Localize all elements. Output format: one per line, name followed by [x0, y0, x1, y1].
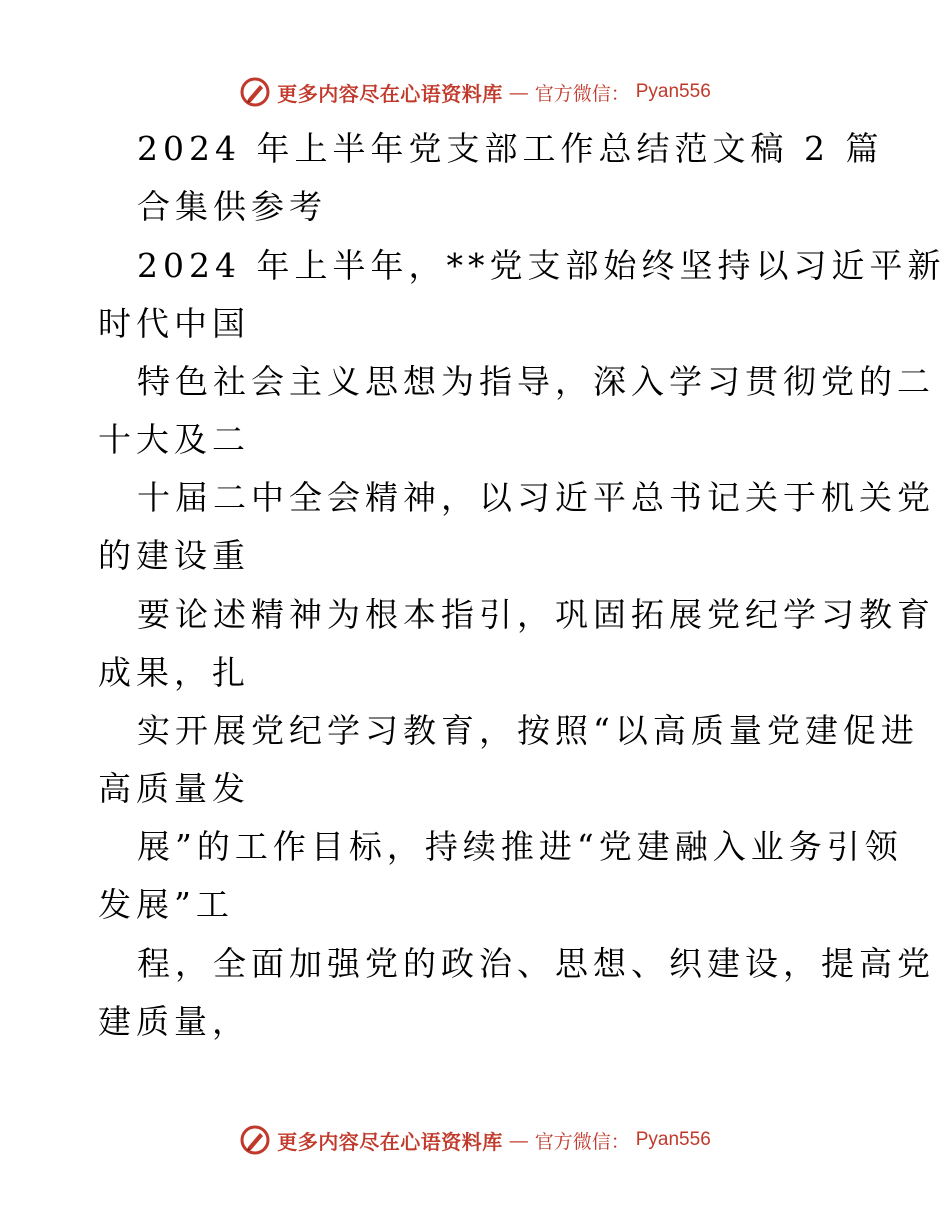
- text-line: 2024 年上半年，**党支部始终坚持以习近平新: [137, 246, 946, 285]
- header-watermark: [0, 72, 950, 112]
- watermark-dash: —: [508, 1128, 529, 1152]
- watermark-wechat-label: 官方微信：: [534, 1130, 630, 1153]
- pen-logo-icon: [239, 76, 271, 108]
- text-line: 十届二中全会精神，以习近平总书记关于机关党: [137, 478, 935, 517]
- text-line: 要论述精神为根本指引，巩固拓展党纪学习教育: [137, 595, 935, 634]
- pen-logo-icon: [239, 1124, 271, 1156]
- text-line: 2024 年上半年党支部工作总结范文稿 2 篇: [137, 129, 884, 168]
- text-line: 高质量发: [98, 769, 250, 808]
- watermark-wechat-id: Pyan556: [635, 81, 711, 102]
- text-line: 十大及二: [98, 420, 250, 459]
- footer-watermark: [0, 1120, 950, 1160]
- text-line: 合集供参考: [137, 187, 327, 226]
- text-line: 程，全面加强党的政治、思想、织建设，提高党: [137, 944, 935, 983]
- watermark-wechat-label: 官方微信：: [534, 82, 630, 105]
- text-line: 实开展党纪学习教育，按照“以高质量党建促进: [137, 711, 919, 750]
- text-line: 特色社会主义思想为指导，深入学习贯彻党的二: [137, 362, 935, 401]
- text-line: 成果，扎: [98, 653, 250, 692]
- text-line: 时代中国: [98, 304, 250, 343]
- text-line: 建质量，: [98, 1002, 250, 1041]
- watermark-main-text: 更多内容尽在心语资料库: [277, 1129, 503, 1154]
- watermark-main-text: 更多内容尽在心语资料库: [277, 81, 503, 106]
- watermark-wechat-id: Pyan556: [635, 1129, 711, 1150]
- watermark-dash: —: [508, 80, 529, 104]
- text-line: 的建设重: [98, 536, 250, 575]
- text-line: 发展”工: [98, 885, 234, 924]
- text-line: 展”的工作目标，持续推进“党建融入业务引领: [137, 827, 903, 866]
